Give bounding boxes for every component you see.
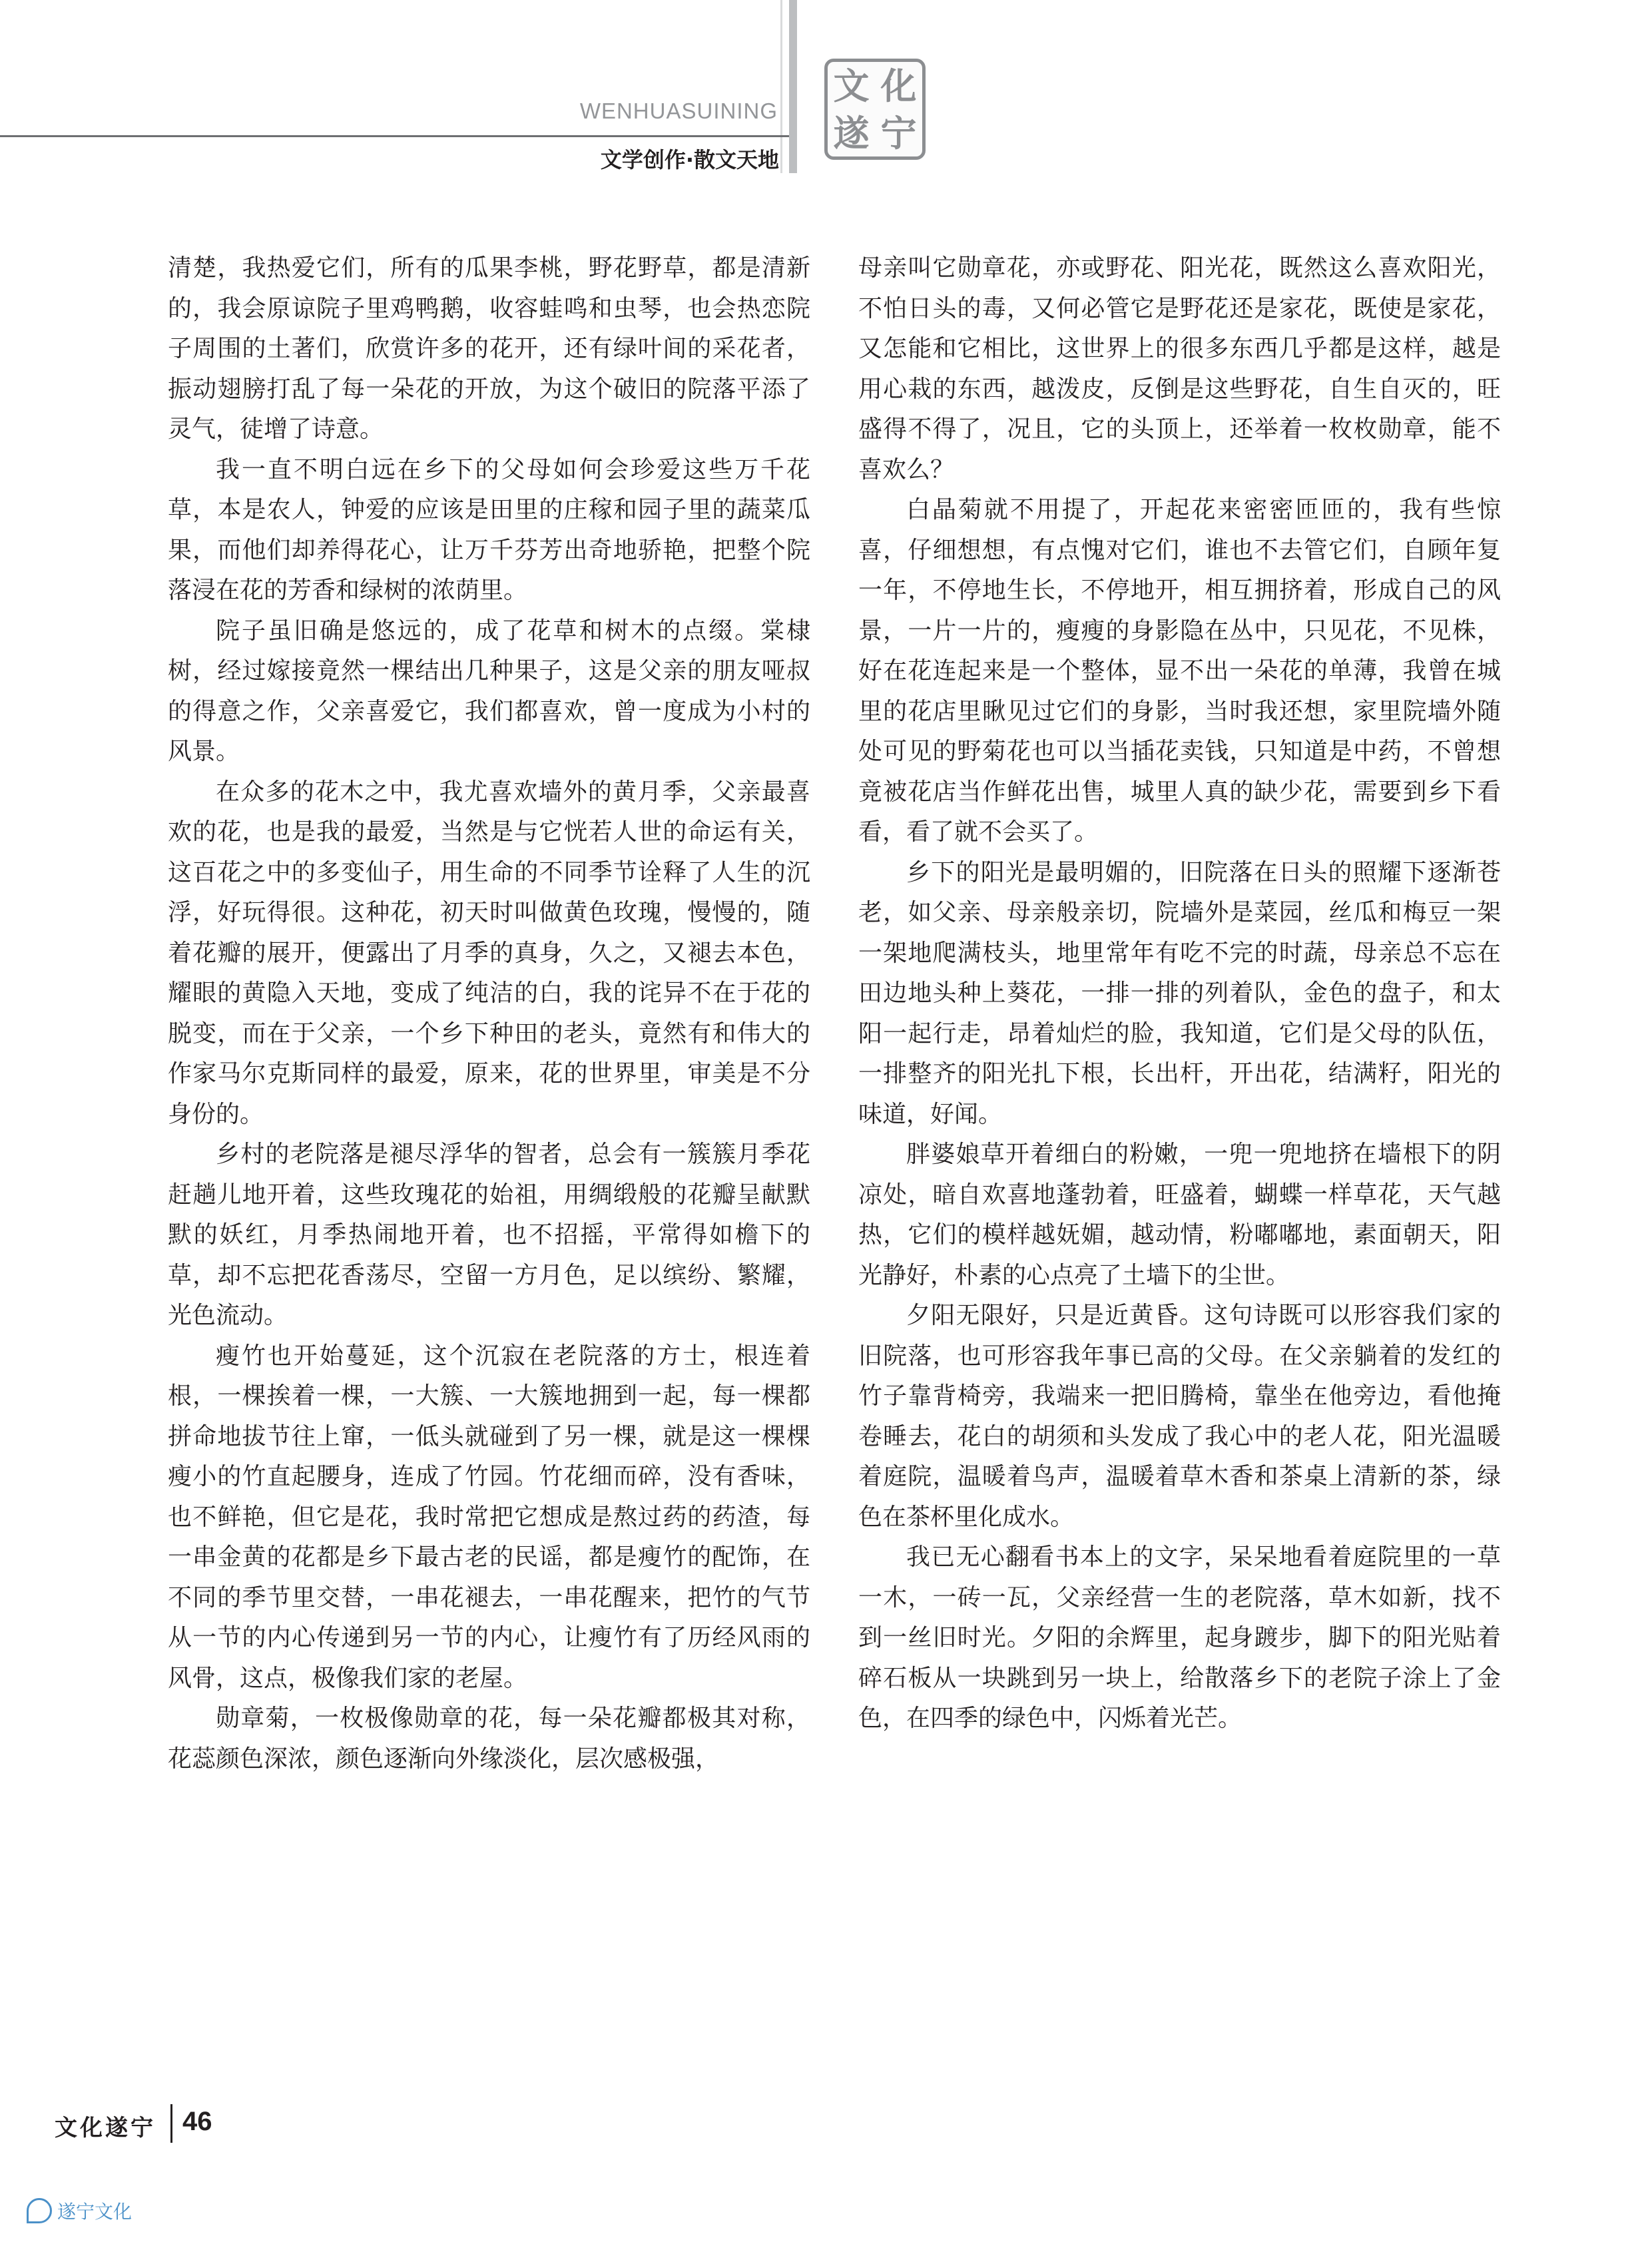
paragraph: 乡下的阳光是最明媚的，旧院落在日头的照耀下逐渐苍老，如父亲、母亲般亲切，院墙外是菜园，丝瓜和梅豆一架一架地爬满枝头，地里常年有吃不完的时蔬，母亲总不忘在田边地头种上葵花，一排一排的列着队，金色的盘子，和太阳一起行走，昂着灿烂的脸，我知道，它们是父母的队伍，一排整齐的阳光扎下根，长出杆，开出花，结满籽，阳光的味道，好闻。 xyxy=(858,858,1501,1128)
footer-divider xyxy=(170,2104,172,2143)
wenhua-suining-seal-logo xyxy=(824,59,926,160)
paragraph: 勋章菊，一枚极像勋章的花，每一朵花瓣都极其对称，花蕊颜色深浓，颜色逐渐向外缘淡化，层次感极强， xyxy=(168,1705,810,1773)
paragraph: 我已无心翻看书本上的文字，呆呆地看着庭院里的一草一木，一砖一瓦，父亲经营一生的老院落，草木如新，找不到一丝旧时光。夕阳的余辉里，起身踱步，脚下的阳光贴着碎石板从一块跳到另一块上，给散落乡下的老院子涂上了金色，在四季的绿色中，闪烁着光芒。 xyxy=(858,1543,1501,1732)
paragraph: 夕阳无限好，只是近黄昏。这句诗既可以形容我们家的旧院落，也可形容我年事已高的父母。在父亲躺着的发红的竹子靠背椅旁，我端来一把旧腾椅，靠坐在他旁边，看他掩卷睡去，花白的胡须和头发成了我心中的老人花，阳光温暖着庭院，温暖着鸟声，温暖着草木香和茶桌上清新的茶，绿色在茶杯里化成水。 xyxy=(858,1302,1501,1531)
paragraph: 白晶菊就不用提了，开起花来密密匝匝的，我有些惊喜，仔细想想，有点愧对它们，谁也不去管它们，自顾年复一年，不停地生长，不停地开，相互拥挤着，形成自己的风景，一片一片的，瘦瘦的身影隐在丛中，只见花，不见株，好在花连起来是一个整体，显不出一朵花的单薄，我曾在城里的花店里瞅见过它们的身影，当时我还想，家里院墙外随处可见的野菊花也可以当插花卖钱，只知道是中药，不曾想竟被花店当作鲜花出售，城里人真的缺少花，需要到乡下看看，看了就不会买了。 xyxy=(858,496,1501,846)
article-column-right xyxy=(858,248,1501,1739)
seal-char: 遂 xyxy=(833,111,870,154)
header-horizontal-rule xyxy=(0,135,789,137)
watermark-text: 遂宁文化 xyxy=(57,2201,133,2223)
paragraph: 院子虽旧确是悠远的，成了花草和树木的点缀。棠棣树，经过嫁接竟然一棵结出几种果子，这是父亲的朋友哑叔的得意之作，父亲喜爱它，我们都喜欢，曾一度成为小村的风景。 xyxy=(168,617,810,765)
paragraph: 瘦竹也开始蔓延，这个沉寂在老院落的方士，根连着根，一棵挨着一棵，一大簇、一大簇地拥到一起，每一棵都拼命地拔节往上窜，一低头就碰到了另一棵，就是这一棵棵瘦小的竹直起腰身，连成了竹园。竹花细而碎，没有香味，也不鲜艳，但它是花，我时常把它想成是熬过药的药渣，每一串金黄的花都是乡下最古老的民谣，都是瘦竹的配饰，在不同的季节里交替，一串花褪去，一串花醒来，把竹的气节从一节的内心传递到另一节的内心，让瘦竹有了历经风雨的风骨，这点，极像我们家的老屋。 xyxy=(168,1342,810,1692)
watermark xyxy=(27,2197,132,2224)
seal-char: 化 xyxy=(880,64,917,107)
paragraph: 在众多的花木之中，我尤喜欢墙外的黄月季，父亲最喜欢的花，也是我的最爱，当然是与它恍若人世的命运有关，这百花之中的多变仙子，用生命的不同季节诠释了人生的沉浮，好玩得很。这种花，初天时叫做黄色玫瑰，慢慢的，随着花瓣的展开，便露出了月季的真身，久之，又褪去本色，耀眼的黄隐入天地，变成了纯洁的白，我的诧异不在于花的脱变，而在于父亲，一个乡下种田的老头，竟然有和伟大的作家马尔克斯同样的最爱，原来，花的世界里，审美是不分身份的。 xyxy=(168,778,810,1128)
seal-char: 文 xyxy=(833,64,870,107)
header-vertical-rule xyxy=(789,0,797,173)
paragraph: 母亲叫它勋章花，亦或野花、阳光花，既然这么喜欢阳光，不怕日头的毒，又何必管它是野花还是家花，既使是家花，又怎能和它相比，这世界上的很多东西几乎都是这样，越是用心栽的东西，越泼皮，反倒是这些野花，自生自灭的，旺盛得不得了，况且，它的头顶上，还举着一枚枚勋章，能不喜欢么？ xyxy=(858,254,1501,483)
footer-brand: 文化遂宁 xyxy=(55,2115,156,2141)
article-column-left xyxy=(168,248,810,1779)
paragraph: 清楚，我热爱它们，所有的瓜果李桃，野花野草，都是清新的，我会原谅院子里鸡鸭鹅，收容蛙鸣和虫琴，也会热恋院子周围的土著们，欣赏许多的花开，还有绿叶间的采花者，振动翅膀打乱了每一朵花的开放，为这个破旧的院落平添了灵气，徒增了诗意。 xyxy=(168,254,810,443)
section-title-en: WENHUASUINING xyxy=(579,99,778,123)
page-number: 46 xyxy=(182,2107,212,2136)
seal-char: 宁 xyxy=(880,111,917,154)
section-title-cn: 文学创作·散文天地 xyxy=(600,147,779,172)
watermark-icon xyxy=(27,2198,52,2223)
header-vertical-rule-thin xyxy=(780,0,782,173)
paragraph: 胖婆娘草开着细白的粉嫩，一兜一兜地挤在墙根下的阴凉处，暗自欢喜地蓬勃着，旺盛着，蝴蝶一样草花，天气越热，它们的模样越妩媚，越动情，粉嘟嘟地，素面朝天，阳光静好，朴素的心点亮了土墙下的尘世。 xyxy=(858,1141,1501,1289)
paragraph: 乡村的老院落是褪尽浮华的智者，总会有一簇簇月季花赶趟儿地开着，这些玫瑰花的始祖，用绸缎般的花瓣呈献默默的妖红，月季热闹地开着，也不招摇，平常得如檐下的草，却不忘把花香荡尽，空留一方月色，足以缤纷、繁耀，光色流动。 xyxy=(168,1141,810,1329)
paragraph: 我一直不明白远在乡下的父母如何会珍爱这些万千花草，本是农人，钟爱的应该是田里的庄稼和园子里的蔬菜瓜果，而他们却养得花心，让万千芬芳出奇地骄艳，把整个院落浸在花的芳香和绿树的浓荫里。 xyxy=(168,455,810,604)
